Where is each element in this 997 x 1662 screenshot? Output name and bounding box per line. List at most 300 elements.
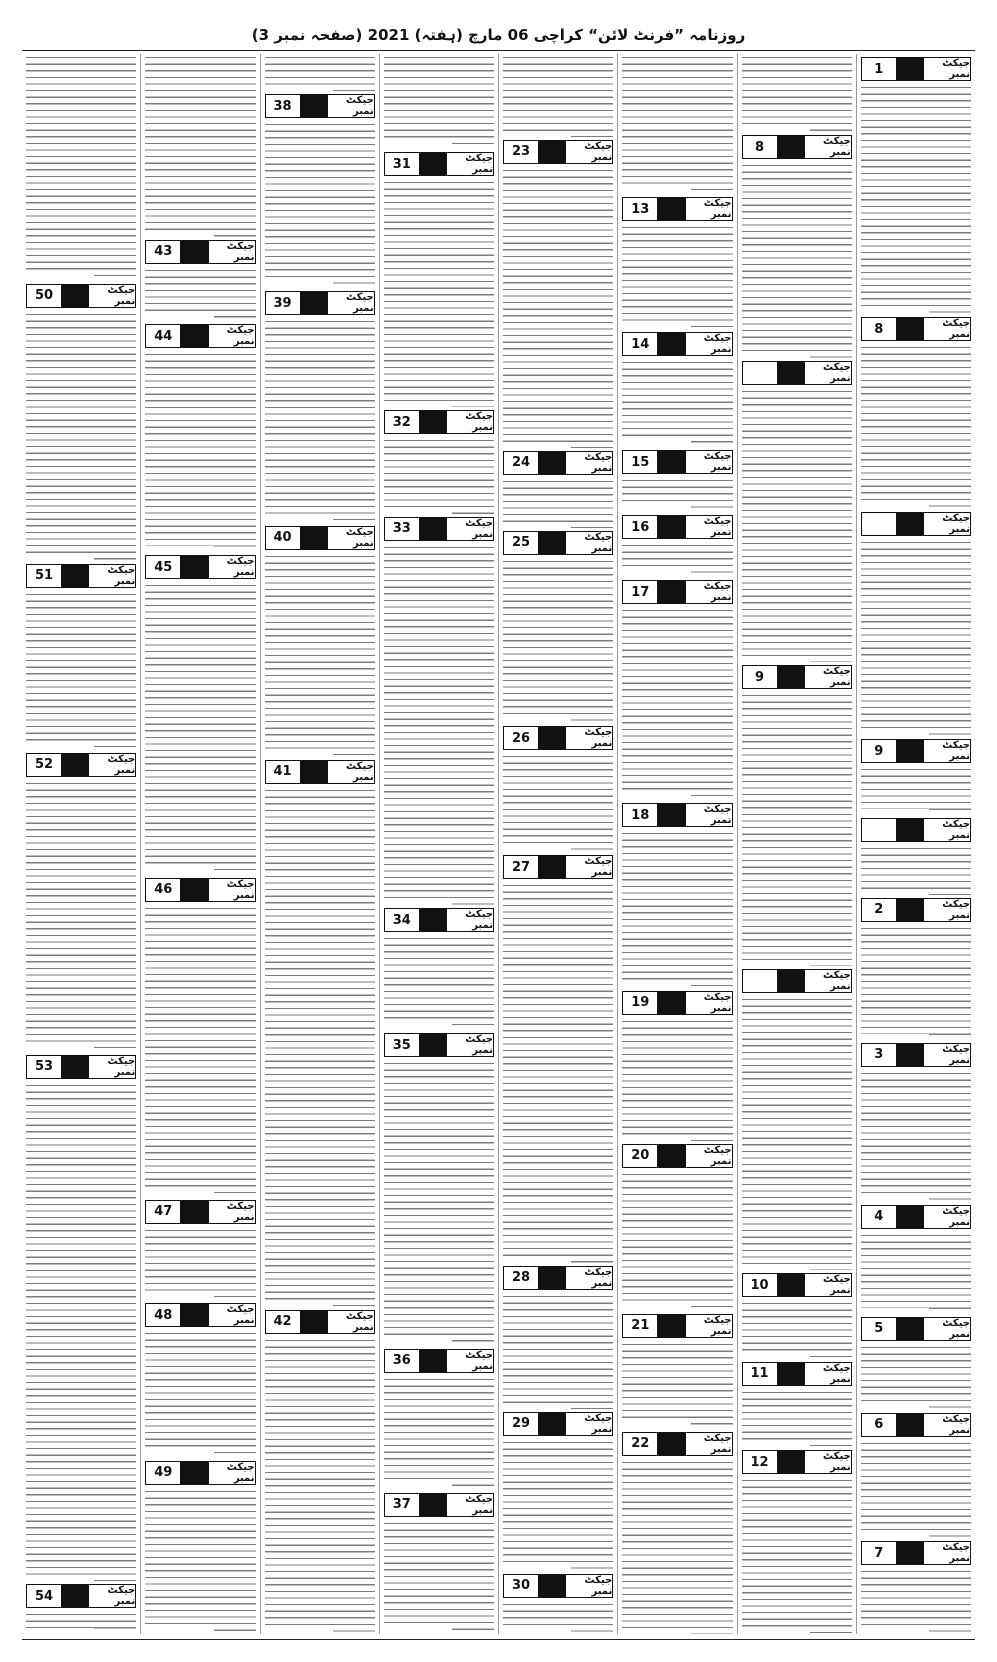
article-text xyxy=(742,692,852,966)
redaction-bar xyxy=(896,819,924,841)
column-6 xyxy=(260,54,379,1634)
redaction-bar xyxy=(61,1056,89,1078)
item-header xyxy=(384,410,494,434)
item-header xyxy=(384,517,494,541)
item-header-label: جیکٹ نمبر xyxy=(942,819,970,842)
article-text xyxy=(742,1477,852,1634)
item-header xyxy=(384,1349,494,1373)
item-number: 43 xyxy=(154,244,173,260)
redaction-bar xyxy=(300,1311,328,1333)
item-header-label: جیکٹ نمبر xyxy=(226,325,255,348)
redaction-bar xyxy=(777,666,805,688)
item-header xyxy=(26,753,136,777)
item-header-label: جیکٹ نمبر xyxy=(823,1451,851,1474)
item-number: 48 xyxy=(154,1307,173,1323)
item-header-label: جیکٹ نمبر xyxy=(823,970,851,992)
article-text xyxy=(384,437,494,513)
item-header-label: جیکٹ نمبر xyxy=(346,95,374,118)
item-header xyxy=(622,580,732,604)
item-header xyxy=(384,908,494,932)
item-header-label: جیکٹ نمبر xyxy=(584,1412,613,1435)
redaction-bar xyxy=(300,761,328,783)
redaction-bar xyxy=(538,1267,566,1289)
redaction-bar xyxy=(419,153,447,175)
item-header-label: جیکٹ نمبر xyxy=(226,1200,255,1223)
item-number: 52 xyxy=(34,757,54,773)
article-text xyxy=(503,882,613,1263)
article-text xyxy=(861,1070,971,1202)
item-header-label: جیکٹ نمبر xyxy=(226,240,255,263)
redaction-bar xyxy=(419,518,447,540)
article-text xyxy=(145,267,255,322)
masthead: روزنامہ ”فرنٹ لائن“ کراچی 06 مارچ (ہفتہ) 2021 (صفحہ نمبر 3) xyxy=(251,26,746,44)
item-header xyxy=(861,317,971,341)
item-header-label: جیکٹ نمبر xyxy=(703,581,732,604)
article-text xyxy=(622,54,732,194)
item-number: 23 xyxy=(511,144,531,160)
item-header-label: جیکٹ نمبر xyxy=(226,1461,255,1484)
item-header xyxy=(622,197,732,221)
article-text xyxy=(384,179,494,407)
redaction-bar xyxy=(896,899,924,921)
item-header-label: جیکٹ نمبر xyxy=(465,411,493,434)
redaction-bar xyxy=(657,581,685,603)
redaction-bar xyxy=(657,333,685,355)
item-header-label: جیکٹ نمبر xyxy=(703,333,732,356)
item-number: 24 xyxy=(511,455,531,471)
item-header xyxy=(861,739,971,763)
item-header-label: جیکٹ نمبر xyxy=(226,1304,255,1326)
item-header-label: جیکٹ نمبر xyxy=(942,740,970,763)
article-text xyxy=(861,539,971,736)
item-number: 4 xyxy=(874,1209,884,1224)
article-text xyxy=(503,54,613,137)
item-number: 11 xyxy=(750,1366,769,1382)
item-header-label: جیکٹ نمبر xyxy=(703,804,732,827)
item-header xyxy=(26,1055,136,1079)
item-header xyxy=(622,1314,732,1338)
item-header xyxy=(861,1043,971,1067)
item-header xyxy=(265,291,375,315)
item-header-label: جیکٹ نمبر xyxy=(465,1493,493,1516)
item-header xyxy=(742,665,852,689)
item-header-label: جیکٹ نمبر xyxy=(346,292,374,315)
item-header xyxy=(861,1413,971,1437)
article-text xyxy=(742,162,852,358)
item-header xyxy=(622,991,732,1015)
item-number: 35 xyxy=(392,1037,411,1053)
item-header xyxy=(145,240,255,264)
article-text xyxy=(145,351,255,552)
item-number: 3 xyxy=(874,1047,884,1063)
article-text xyxy=(622,1341,732,1429)
item-header xyxy=(384,152,494,176)
article-text xyxy=(265,318,375,522)
item-header-label: جیکٹ نمبر xyxy=(107,284,136,307)
item-header-label: جیکٹ نمبر xyxy=(942,1413,970,1436)
column-8 xyxy=(22,54,140,1634)
redaction-bar xyxy=(777,970,805,992)
item-header xyxy=(742,1273,852,1297)
item-header-label: جیکٹ نمبر xyxy=(942,1317,970,1340)
item-header xyxy=(145,555,255,579)
article-text xyxy=(861,1344,971,1410)
item-number: 33 xyxy=(392,521,411,537)
item-header xyxy=(861,1205,971,1229)
item-number: 17 xyxy=(631,584,650,600)
item-number: 27 xyxy=(511,859,531,875)
article-text xyxy=(503,1439,613,1571)
item-header xyxy=(503,726,613,750)
redaction-bar xyxy=(538,452,566,474)
item-header-label: جیکٹ نمبر xyxy=(465,517,493,540)
redaction-bar xyxy=(777,362,805,384)
item-number: 2 xyxy=(874,902,884,918)
column-4 xyxy=(498,54,617,1634)
article-text xyxy=(26,311,136,561)
redaction-bar xyxy=(61,565,89,587)
article-text xyxy=(26,780,136,1052)
item-header xyxy=(742,361,852,385)
article-text xyxy=(622,224,732,329)
article-text xyxy=(742,996,852,1270)
article-text xyxy=(861,344,971,508)
item-header xyxy=(145,1461,255,1485)
item-header xyxy=(384,1493,494,1517)
article-text xyxy=(384,935,494,1030)
article-text xyxy=(622,607,732,800)
redaction-bar xyxy=(896,740,924,762)
item-header-label: جیکٹ نمبر xyxy=(942,1043,970,1066)
item-number: 8 xyxy=(754,139,765,155)
item-header-label: جیکٹ نمبر xyxy=(703,1432,732,1455)
item-number: 9 xyxy=(754,669,765,685)
item-number: 19 xyxy=(631,995,650,1011)
item-header xyxy=(265,94,375,118)
redaction-bar xyxy=(896,1414,924,1436)
item-number: 6 xyxy=(874,1417,884,1433)
item-number: 40 xyxy=(273,530,292,546)
item-header xyxy=(622,1144,732,1168)
redaction-bar xyxy=(419,1350,447,1372)
item-header-label: جیکٹ نمبر xyxy=(942,1205,970,1228)
item-header xyxy=(622,332,732,356)
article-text xyxy=(622,542,732,577)
item-header-label: جیکٹ نمبر xyxy=(942,898,970,921)
item-header xyxy=(861,512,971,536)
article-text xyxy=(861,1440,971,1539)
article-text xyxy=(384,1376,494,1490)
item-number: 37 xyxy=(392,1497,411,1513)
article-text xyxy=(265,54,375,91)
redaction-bar xyxy=(538,532,566,554)
column-5 xyxy=(379,54,498,1634)
redaction-bar xyxy=(419,1034,447,1056)
article-text xyxy=(145,54,255,237)
item-header-label: جیکٹ نمبر xyxy=(584,1574,613,1597)
redaction-bar xyxy=(896,1318,924,1340)
redaction-bar xyxy=(538,1575,566,1597)
article-text xyxy=(742,388,852,662)
item-number: 18 xyxy=(631,807,650,823)
redaction-bar xyxy=(180,879,208,901)
item-header-label: جیکٹ نمبر xyxy=(823,666,851,688)
column-1 xyxy=(856,54,975,1634)
item-number: 25 xyxy=(511,535,531,551)
item-number: 31 xyxy=(392,156,411,172)
article-text xyxy=(265,1337,375,1634)
redaction-bar xyxy=(657,198,685,220)
redaction-bar xyxy=(777,1274,805,1296)
item-number: 38 xyxy=(273,98,292,114)
item-header-label: جیکٹ نمبر xyxy=(346,1310,374,1333)
item-header xyxy=(503,531,613,555)
redaction-bar xyxy=(896,513,924,535)
article-text xyxy=(622,1171,732,1311)
item-number: 49 xyxy=(154,1465,173,1481)
item-number: 5 xyxy=(874,1321,884,1337)
item-number: 7 xyxy=(874,1545,884,1561)
item-number xyxy=(743,970,777,992)
redaction-bar xyxy=(538,141,566,163)
item-header-label: جیکٹ نمبر xyxy=(465,153,493,176)
item-number: 34 xyxy=(392,912,411,928)
item-header xyxy=(861,898,971,922)
article-text xyxy=(26,1611,136,1634)
item-header xyxy=(26,1584,136,1608)
redaction-bar xyxy=(300,292,328,314)
article-text xyxy=(384,1520,494,1634)
item-number: 22 xyxy=(631,1436,650,1452)
item-number: 45 xyxy=(154,559,173,575)
item-header-label: جیکٹ نمبر xyxy=(584,727,613,750)
article-text xyxy=(145,1330,255,1458)
item-number: 9 xyxy=(874,743,884,759)
article-text xyxy=(503,1601,613,1634)
item-header xyxy=(145,878,255,902)
item-header-label: جیکٹ نمبر xyxy=(584,1266,613,1289)
item-header-label: جیکٹ نمبر xyxy=(584,451,613,474)
item-header-label: جیکٹ نمبر xyxy=(107,564,136,587)
item-number: 15 xyxy=(631,454,650,470)
article-text xyxy=(622,477,732,512)
redaction-bar xyxy=(538,727,566,749)
item-header xyxy=(26,564,136,588)
item-header-label: جیکٹ نمبر xyxy=(823,362,851,384)
item-header xyxy=(26,284,136,308)
item-header-label: جیکٹ نمبر xyxy=(346,526,374,549)
item-header-label: جیکٹ نمبر xyxy=(107,1055,136,1078)
item-header xyxy=(622,450,732,474)
item-number: 53 xyxy=(34,1059,54,1075)
article-text xyxy=(622,1459,732,1634)
item-header xyxy=(503,1412,613,1436)
item-number: 47 xyxy=(154,1204,173,1220)
item-header xyxy=(503,140,613,164)
item-header-label: جیکٹ نمبر xyxy=(942,318,970,341)
redaction-bar xyxy=(657,804,685,826)
article-text xyxy=(384,544,494,906)
redaction-bar xyxy=(896,1206,924,1228)
item-header xyxy=(265,1310,375,1334)
item-header-label: جیکٹ نمبر xyxy=(584,140,613,163)
item-number xyxy=(862,819,896,841)
item-header-label: جیکٹ نمبر xyxy=(226,556,255,579)
item-header-label: جیکٹ نمبر xyxy=(465,1349,493,1372)
article-text xyxy=(265,553,375,757)
redaction-bar xyxy=(300,527,328,549)
redaction-bar xyxy=(180,1304,208,1326)
item-number xyxy=(862,513,896,535)
article-text xyxy=(861,84,971,314)
item-number: 26 xyxy=(511,730,531,746)
item-number: 36 xyxy=(392,1353,411,1369)
item-header-label: جیکٹ نمبر xyxy=(703,991,732,1014)
article-text xyxy=(503,1293,613,1409)
item-header xyxy=(265,526,375,550)
item-header-label: جیکٹ نمبر xyxy=(226,878,255,901)
redaction-bar xyxy=(777,1363,805,1385)
item-header-label: جیکٹ نمبر xyxy=(703,198,732,221)
article-text xyxy=(26,591,136,750)
redaction-bar xyxy=(538,1413,566,1435)
item-number: 30 xyxy=(511,1578,531,1594)
item-number: 16 xyxy=(631,519,650,535)
item-header-label: جیکٹ نمبر xyxy=(465,909,493,932)
item-number: 42 xyxy=(273,1314,292,1330)
item-number: 20 xyxy=(631,1148,650,1164)
item-header xyxy=(503,451,613,475)
article-text xyxy=(861,845,971,894)
redaction-bar xyxy=(61,285,89,307)
article-text xyxy=(622,359,732,447)
redaction-bar xyxy=(777,136,805,158)
article-text xyxy=(503,478,613,528)
redaction-bar xyxy=(657,1433,685,1455)
item-header xyxy=(742,135,852,159)
redaction-bar xyxy=(419,909,447,931)
column-3 xyxy=(617,54,736,1634)
item-header xyxy=(861,1317,971,1341)
article-text xyxy=(145,1227,255,1300)
redaction-bar xyxy=(657,1315,685,1337)
article-text xyxy=(503,167,613,448)
item-header-label: جیکٹ نمبر xyxy=(942,512,970,535)
item-header xyxy=(503,1266,613,1290)
item-header xyxy=(503,1574,613,1598)
item-header xyxy=(145,1200,255,1224)
item-header-label: جیکٹ نمبر xyxy=(703,516,732,539)
item-number: 1 xyxy=(874,61,884,77)
column-2 xyxy=(737,54,856,1634)
redaction-bar xyxy=(657,992,685,1014)
article-text xyxy=(265,787,375,1307)
item-number: 54 xyxy=(34,1588,54,1604)
redaction-bar xyxy=(657,1145,685,1167)
redaction-bar xyxy=(419,1494,447,1516)
item-header-label: جیکٹ نمبر xyxy=(823,1362,851,1385)
item-header-label: جیکٹ نمبر xyxy=(584,531,613,554)
article-text xyxy=(861,1568,971,1634)
item-number: 41 xyxy=(273,764,292,780)
item-header-label: جیکٹ نمبر xyxy=(107,753,136,776)
item-header xyxy=(622,515,732,539)
redaction-bar xyxy=(180,556,208,578)
article-text xyxy=(861,925,971,1040)
item-header-label: جیکٹ نمبر xyxy=(584,856,613,879)
redaction-bar xyxy=(777,1451,805,1473)
article-text xyxy=(145,582,255,874)
item-header-label: جیکٹ نمبر xyxy=(703,1314,732,1337)
item-number: 44 xyxy=(154,328,173,344)
item-number: 46 xyxy=(154,882,173,898)
item-number: 29 xyxy=(511,1416,531,1432)
article-text xyxy=(742,1389,852,1448)
item-header-label: جیکٹ نمبر xyxy=(703,1144,732,1167)
item-header xyxy=(861,818,971,842)
article-text xyxy=(384,54,494,149)
item-number xyxy=(743,362,777,384)
article-text xyxy=(265,121,375,288)
item-number: 21 xyxy=(631,1318,650,1334)
redaction-bar xyxy=(61,1585,89,1607)
article-text xyxy=(145,905,255,1197)
item-header-label: جیکٹ نمبر xyxy=(107,1585,136,1608)
article-text xyxy=(384,1060,494,1345)
item-header-label: جیکٹ نمبر xyxy=(465,1034,493,1057)
item-header-label: جیکٹ نمبر xyxy=(942,58,970,80)
item-header-label: جیکٹ نمبر xyxy=(346,760,374,783)
item-header-label: جیکٹ نمبر xyxy=(823,136,851,159)
item-number: 39 xyxy=(273,295,292,311)
article-text xyxy=(503,753,613,852)
item-header-label: جیکٹ نمبر xyxy=(942,1542,970,1565)
article-text xyxy=(742,54,852,132)
masthead-rule xyxy=(22,50,975,51)
item-header xyxy=(622,803,732,827)
newspaper-page xyxy=(22,54,975,1634)
article-text xyxy=(861,766,971,815)
redaction-bar xyxy=(419,411,447,433)
redaction-bar xyxy=(896,1044,924,1066)
item-number: 12 xyxy=(750,1454,769,1470)
item-number: 13 xyxy=(631,201,650,217)
redaction-bar xyxy=(657,451,685,473)
item-number: 50 xyxy=(34,288,54,304)
item-header xyxy=(384,1033,494,1057)
redaction-bar xyxy=(657,516,685,538)
item-header-label: جیکٹ نمبر xyxy=(823,1274,851,1296)
item-header xyxy=(861,57,971,81)
redaction-bar xyxy=(896,1542,924,1564)
redaction-bar xyxy=(896,58,924,80)
item-header xyxy=(861,1541,971,1565)
article-text xyxy=(622,1018,732,1141)
item-header xyxy=(145,324,255,348)
item-header xyxy=(145,1303,255,1327)
redaction-bar xyxy=(896,318,924,340)
item-header xyxy=(742,1362,852,1386)
item-number: 32 xyxy=(392,414,411,430)
article-text xyxy=(861,1232,971,1314)
article-text xyxy=(622,830,732,988)
article-text xyxy=(503,558,613,723)
redaction-bar xyxy=(538,856,566,878)
article-text xyxy=(26,54,136,281)
article-text xyxy=(26,1082,136,1581)
column-7 xyxy=(140,54,259,1634)
redaction-bar xyxy=(180,241,208,263)
